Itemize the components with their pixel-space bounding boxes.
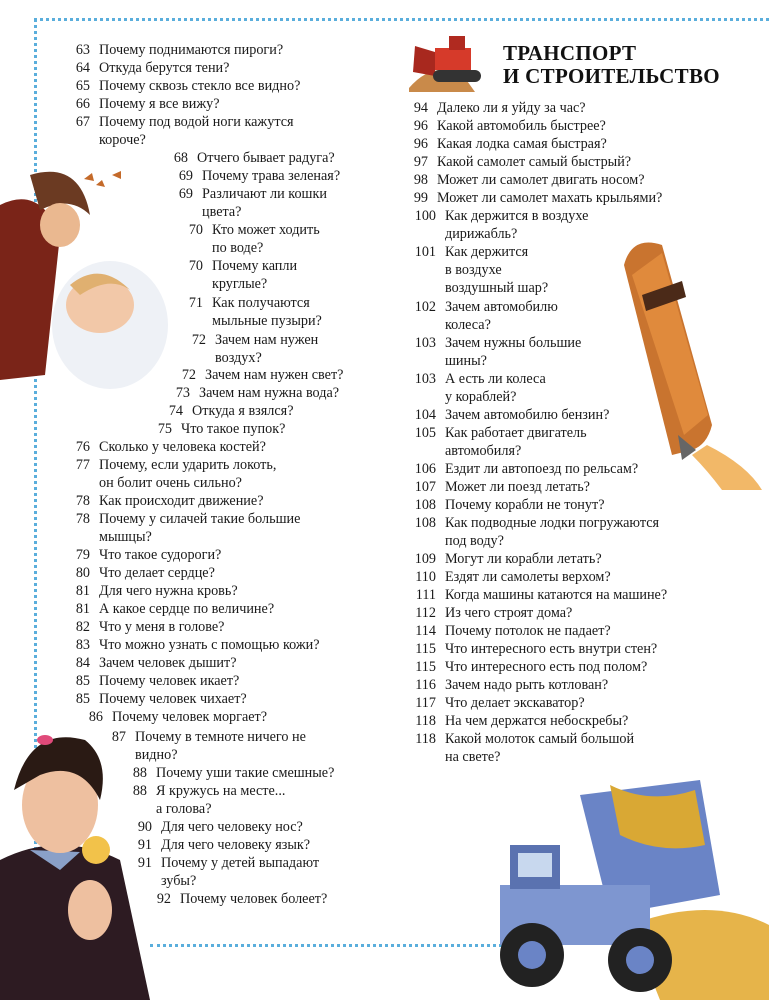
toc-entry	[396, 424, 587, 460]
page-number: 88	[132, 765, 147, 781]
entry-title-line: Почему корабли не тонут?	[445, 497, 605, 513]
entry-title	[445, 640, 657, 658]
toc-entry	[50, 600, 274, 618]
page-number: 79	[75, 547, 90, 563]
entry-title-line: Какой автомобиль быстрее?	[437, 118, 606, 134]
entry-title-line: по воде?	[212, 240, 264, 256]
toc-entry	[112, 854, 319, 890]
page-number: 81	[75, 583, 90, 599]
page-number: 91	[137, 837, 152, 853]
toc-entry	[396, 298, 558, 334]
entry-title	[156, 764, 334, 782]
entry-title-line: у кораблей?	[445, 389, 517, 405]
entry-title-line: цвета?	[202, 204, 242, 220]
section-heading-line: И СТРОИТЕЛЬСТВО	[503, 64, 720, 88]
entry-title-line: Почему капли	[212, 258, 298, 274]
entry-title	[445, 424, 587, 460]
page-number: 81	[75, 601, 90, 617]
entry-title-line: Почему сквозь стекло все видно?	[99, 78, 301, 94]
page-number: 110	[415, 569, 436, 585]
entry-title-line: Различают ли кошки	[202, 186, 327, 202]
entry-title-line: Как работает двигатель	[445, 425, 587, 441]
entry-title	[99, 600, 274, 618]
entry-title-line: шины?	[445, 353, 487, 369]
entry-title-line: Откуда берутся тени?	[99, 60, 230, 76]
page-number: 78	[75, 511, 90, 527]
entry-title-line: Ездит ли автопоезд по рельсам?	[445, 461, 639, 477]
entry-title-line: Я кружусь на месте...	[156, 783, 286, 799]
entry-title	[437, 99, 586, 117]
entry-title	[445, 586, 667, 604]
entry-title-line: Для чего нужна кровь?	[99, 583, 238, 599]
entry-title-line: Что интересного есть внутри стен?	[445, 641, 658, 657]
entry-title	[445, 207, 588, 243]
toc-entry	[50, 654, 237, 672]
entry-title	[205, 366, 343, 384]
toc-entry	[396, 460, 638, 478]
toc-entry	[63, 708, 267, 726]
page-number: 88	[132, 783, 147, 799]
page-number: 66	[75, 96, 90, 112]
toc-entry	[163, 221, 320, 257]
toc-entry	[50, 456, 276, 492]
toc-entry	[166, 331, 318, 367]
entry-title	[212, 221, 320, 257]
toc-entry	[388, 135, 607, 153]
entry-title	[99, 636, 320, 654]
entry-title-line: а голова?	[156, 801, 212, 817]
entry-title-line: колеса?	[445, 317, 491, 333]
page-number: 106	[414, 461, 436, 477]
toc-entry	[143, 402, 294, 420]
page-number: 115	[415, 659, 436, 675]
toc-entry	[396, 658, 647, 676]
entry-title	[445, 568, 611, 586]
entry-title-line: А какое сердце по величине?	[99, 601, 275, 617]
entry-title	[445, 550, 602, 568]
toc-entry	[396, 622, 611, 640]
page-number: 91	[137, 855, 152, 871]
page-number: 75	[157, 421, 172, 437]
entry-title	[199, 384, 339, 402]
toc-entry	[396, 730, 634, 766]
entry-title-line: Зачем нам нужна вода?	[199, 385, 340, 401]
page-number: 69	[178, 186, 193, 202]
page-number: 103	[414, 371, 436, 387]
toc-entry	[388, 153, 631, 171]
entry-title	[99, 456, 276, 492]
entry-title	[202, 167, 340, 185]
entry-title	[215, 331, 318, 367]
toc-entry	[50, 636, 320, 654]
entry-title-line: Как подводные лодки погружаются	[445, 515, 660, 531]
page-number: 100	[414, 208, 436, 224]
entry-title	[445, 622, 611, 640]
entry-title	[192, 402, 294, 420]
entry-title-line: он болит очень сильно?	[99, 475, 242, 491]
entry-title	[99, 492, 264, 510]
entry-title	[161, 818, 303, 836]
page-number: 82	[75, 619, 90, 635]
entry-title-line: Почему человек икает?	[99, 673, 240, 689]
toc-entry	[50, 582, 238, 600]
toc-entry	[153, 185, 327, 221]
entry-title-line: Почему в темноте ничего не	[135, 729, 306, 745]
toc-entry	[50, 672, 239, 690]
entry-title-line: Из чего строят дома?	[445, 605, 573, 621]
toc-entry	[396, 712, 628, 730]
entry-title-line: Могут ли корабли летать?	[445, 551, 602, 567]
entry-title-line: Почему у детей выпадают	[161, 855, 320, 871]
page-number: 104	[414, 407, 436, 423]
page-number: 87	[111, 729, 126, 745]
toc-entry	[50, 95, 220, 113]
page-number: 94	[413, 100, 428, 116]
page-number: 112	[415, 605, 436, 621]
entry-title	[161, 836, 310, 854]
entry-title-line: Почему трава зеленая?	[202, 168, 341, 184]
entry-title-line: мыльные пузыри?	[212, 313, 322, 329]
toc-entry	[150, 384, 339, 402]
entry-title-line: Зачем автомобилю	[445, 299, 558, 315]
entry-title-line: Когда машины катаются на машине?	[445, 587, 668, 603]
entry-title-line: Кто может ходить	[212, 222, 320, 238]
entry-title	[99, 618, 224, 636]
entry-title-line: Может ли самолет махать крыльями?	[437, 190, 663, 206]
page-number: 77	[75, 457, 90, 473]
page-number: 80	[75, 565, 90, 581]
entry-title-line: Зачем автомобилю бензин?	[445, 407, 610, 423]
entry-title-line: Сколько у человека костей?	[99, 439, 266, 455]
toc-entry	[163, 257, 297, 293]
toc-entry	[107, 782, 285, 818]
toc-entry	[50, 690, 247, 708]
toc-entry	[396, 514, 659, 550]
entry-title	[445, 676, 608, 694]
entry-title-line: Что такое пупок?	[181, 421, 286, 437]
toc-entry	[396, 604, 572, 622]
entry-title-line: Какой самолет самый быстрый?	[437, 154, 632, 170]
page-number: 71	[188, 295, 203, 311]
entry-title	[181, 420, 285, 438]
entry-title-line: на свете?	[445, 749, 501, 765]
page-number: 97	[413, 154, 428, 170]
entry-title	[197, 149, 335, 167]
page-number: 63	[75, 42, 90, 58]
entry-title-line: круглые?	[212, 276, 268, 292]
page-number: 114	[415, 623, 436, 639]
entry-title	[445, 514, 659, 550]
page-number: 70	[188, 222, 203, 238]
toc-entry	[107, 764, 334, 782]
page-number: 84	[75, 655, 90, 671]
page-number: 85	[75, 691, 90, 707]
toc-entry	[396, 478, 590, 496]
entry-title-line: Что делает экскаватор?	[445, 695, 585, 711]
toc-entry	[388, 171, 645, 189]
entry-title	[445, 406, 609, 424]
entry-title-line: дирижабль?	[445, 226, 518, 242]
page-number: 78	[75, 493, 90, 509]
entry-title-line: в воздухе	[445, 262, 502, 278]
toc-entry	[50, 113, 294, 149]
toc-entry	[50, 41, 283, 59]
toc-entry	[132, 420, 285, 438]
page-number: 105	[414, 425, 436, 441]
entry-title-line: Почему у силачей такие большие	[99, 511, 301, 527]
entry-title-line: под воду?	[445, 533, 504, 549]
entry-title-line: Ездят ли самолеты верхом?	[445, 569, 611, 585]
entry-title	[445, 298, 558, 334]
entry-title	[99, 77, 300, 95]
entry-title-line: Как получаются	[212, 295, 310, 311]
entry-title-line: Зачем нам нужен	[215, 332, 319, 348]
entry-title-line: Что такое судороги?	[99, 547, 222, 563]
toc-entry	[50, 492, 264, 510]
page-number: 68	[173, 150, 188, 166]
toc-entry	[112, 818, 303, 836]
entry-title-line: Почему человек моргает?	[112, 709, 268, 725]
entry-title	[212, 257, 297, 293]
entry-title-line: Что делает сердце?	[99, 565, 215, 581]
entry-title-line: Как держится	[445, 244, 529, 260]
entry-title	[99, 95, 220, 113]
entry-title	[445, 478, 590, 496]
entry-title	[445, 370, 546, 406]
entry-title-line: На чем держатся небоскребы?	[445, 713, 629, 729]
page-number: 118	[415, 731, 436, 747]
toc-entry	[396, 496, 605, 514]
page-number: 72	[181, 367, 196, 383]
page-number: 96	[413, 136, 428, 152]
entry-title-line: воздух?	[215, 350, 262, 366]
toc-entry	[50, 618, 224, 636]
page-number: 101	[414, 244, 436, 260]
entry-title	[202, 185, 327, 221]
entry-title	[437, 171, 645, 189]
page-number: 103	[414, 335, 436, 351]
entry-title-line: Для чего человеку нос?	[161, 819, 303, 835]
entry-title-line: Что у меня в голове?	[99, 619, 225, 635]
page-number: 102	[414, 299, 436, 315]
page-number: 85	[75, 673, 90, 689]
page-number: 96	[413, 118, 428, 134]
page-number: 116	[415, 677, 436, 693]
entry-title-line: Почему я все вижу?	[99, 96, 220, 112]
toc-entry	[50, 510, 300, 546]
entry-title	[99, 546, 221, 564]
entry-title-line: Зачем нужны большие	[445, 335, 582, 351]
entry-title-line: Что интересного есть под полом?	[445, 659, 648, 675]
entry-title-line: Что можно узнать с помощью кожи?	[99, 637, 320, 653]
toc-entry	[396, 370, 546, 406]
entry-title-line: воздушный шар?	[445, 280, 549, 296]
page-number: 74	[168, 403, 183, 419]
toc-entry	[112, 836, 310, 854]
entry-title-line: Зачем надо рыть котлован?	[445, 677, 609, 693]
entry-title	[99, 564, 215, 582]
entry-title-line: мышцы?	[99, 529, 152, 545]
toc-entry	[388, 117, 606, 135]
entry-title-line: Отчего бывает радуга?	[197, 150, 335, 166]
toc-entry	[396, 406, 609, 424]
section-heading-line: ТРАНСПОРТ	[503, 41, 637, 65]
entry-title	[212, 294, 322, 330]
toc-entry	[388, 99, 586, 117]
entry-title	[135, 728, 306, 764]
page-number: 111	[415, 587, 436, 603]
page-number: 108	[414, 497, 436, 513]
entry-title-line: Для чего человеку язык?	[161, 837, 311, 853]
entry-title-line: Может ли поезд летать?	[445, 479, 590, 495]
toc-entry	[50, 77, 300, 95]
entry-title	[437, 135, 607, 153]
page-number: 67	[75, 114, 90, 130]
page-number: 117	[415, 695, 436, 711]
entry-title	[445, 334, 581, 370]
entry-title	[161, 854, 319, 890]
page-number: 92	[156, 891, 171, 907]
toc-entry	[50, 546, 221, 564]
entry-title	[99, 438, 266, 456]
entry-title-line: видно?	[135, 747, 178, 763]
entry-title	[445, 658, 647, 676]
toc-entry	[86, 728, 306, 764]
toc-entry	[131, 890, 327, 908]
entry-title-line: короче?	[99, 132, 146, 148]
entry-title-line: Почему человек болеет?	[180, 891, 328, 907]
page-number: 99	[413, 190, 428, 206]
entry-title	[180, 890, 327, 908]
toc-entry	[396, 568, 611, 586]
entry-title	[445, 496, 605, 514]
page-number: 83	[75, 637, 90, 653]
page-number: 98	[413, 172, 428, 188]
toc-entry	[50, 438, 266, 456]
entry-title	[437, 117, 606, 135]
toc-entry	[396, 243, 548, 297]
entry-title	[445, 730, 634, 766]
entry-title	[99, 41, 283, 59]
page-number: 107	[414, 479, 436, 495]
entry-title	[445, 243, 548, 297]
toc-entry	[50, 59, 229, 77]
toc-entry	[396, 550, 602, 568]
entry-title-line: Почему под водой ноги кажутся	[99, 114, 294, 130]
entry-title-line: Далеко ли я уйду за час?	[437, 100, 586, 116]
entry-title	[99, 672, 239, 690]
entry-title-line: Почему уши такие смешные?	[156, 765, 335, 781]
page-number: 108	[414, 515, 436, 531]
toc-entry	[396, 694, 585, 712]
toc-entry	[156, 366, 343, 384]
entry-title	[99, 654, 237, 672]
entry-title	[99, 59, 229, 77]
page-number: 86	[88, 709, 103, 725]
entry-title-line: зубы?	[161, 873, 197, 889]
page-number: 64	[75, 60, 90, 76]
toc-entry	[396, 586, 667, 604]
toc-entry	[163, 294, 322, 330]
entry-title	[99, 690, 247, 708]
entry-title-line: Откуда я взялся?	[192, 403, 294, 419]
toc-entry	[396, 676, 608, 694]
page-number: 115	[415, 641, 436, 657]
page-number: 76	[75, 439, 90, 455]
entry-title-line: Почему, если ударить локоть,	[99, 457, 277, 473]
entry-title	[445, 604, 572, 622]
page-number: 118	[415, 713, 436, 729]
entry-title-line: А есть ли колеса	[445, 371, 546, 387]
page-number: 69	[178, 168, 193, 184]
entry-title-line: Почему потолок не падает?	[445, 623, 611, 639]
page-number: 90	[137, 819, 152, 835]
entry-title-line: Почему поднимаются пироги?	[99, 42, 284, 58]
toc-entry	[148, 149, 335, 167]
entry-title	[437, 153, 631, 171]
toc-entry	[396, 640, 657, 658]
toc-entry	[396, 334, 581, 370]
entry-title-line: Зачем человек дышит?	[99, 655, 237, 671]
entry-title-line: Как держится в воздухе	[445, 208, 589, 224]
entry-title	[445, 712, 628, 730]
entry-title	[437, 189, 662, 207]
toc-entry	[388, 189, 662, 207]
entry-title-line: Зачем нам нужен свет?	[205, 367, 344, 383]
entry-title	[156, 782, 285, 818]
entry-title-line: Как происходит движение?	[99, 493, 264, 509]
entry-title	[445, 460, 638, 478]
toc-entry	[396, 207, 588, 243]
entry-title-line: Может ли самолет двигать носом?	[437, 172, 645, 188]
page-number: 65	[75, 78, 90, 94]
entry-title-line: Почему человек чихает?	[99, 691, 247, 707]
page-number: 72	[191, 332, 206, 348]
toc-entry	[50, 564, 215, 582]
toc-entry	[153, 167, 340, 185]
entry-title	[99, 113, 294, 149]
entry-title-line: Какой молоток самый большой	[445, 731, 635, 747]
entry-title	[112, 708, 267, 726]
entry-title-line: Какая лодка самая быстрая?	[437, 136, 607, 152]
entry-title	[99, 510, 300, 546]
entry-title	[99, 582, 238, 600]
page-number: 73	[175, 385, 190, 401]
entry-title	[445, 694, 585, 712]
page-number: 70	[188, 258, 203, 274]
entry-title-line: автомобиля?	[445, 443, 522, 459]
page-number: 109	[414, 551, 436, 567]
